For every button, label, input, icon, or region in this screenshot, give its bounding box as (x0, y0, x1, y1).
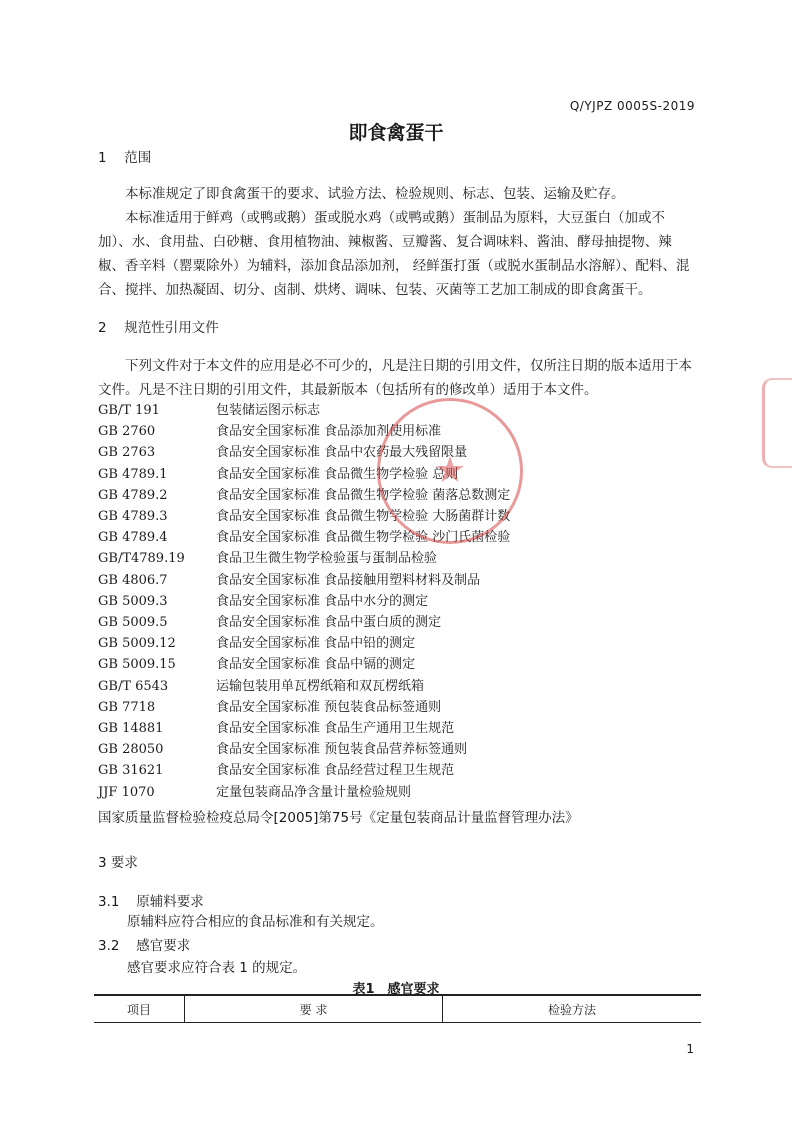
reference-code: GB 4789.4 (98, 530, 168, 546)
reference-title: 食品安全国家标准 预包装食品营养标签通则 (216, 742, 468, 758)
reference-title: 食品安全国家标准 食品中农药最大残留限量 (216, 445, 468, 461)
reference-code: GB 31621 (98, 763, 164, 779)
table-header-row (94, 995, 701, 1023)
reference-title: 食品安全国家标准 食品中镉的测定 (216, 657, 416, 673)
table-1-caption: 表1 感官要求 (352, 982, 440, 997)
reference-code: GB 7718 (98, 699, 156, 715)
subsection-number: 3.2 (98, 938, 120, 954)
reference-title: 食品安全国家标准 食品接触用塑料材料及制品 (216, 572, 481, 588)
reference-code: GB 14881 (98, 721, 164, 736)
reference-code: GB/T 191 (98, 403, 160, 418)
subsection-3-1-heading (98, 890, 204, 910)
reference-code: GB 4806.7 (98, 572, 168, 588)
reference-title: 食品安全国家标准 食品中蛋白质的测定 (216, 615, 442, 630)
section-title: 范围 (124, 150, 152, 166)
reference-title: 食品安全国家标准 食品微生物学检验 总则 (216, 466, 459, 482)
page-number: 1 (686, 1042, 694, 1056)
reference-code: JJF 1070 (98, 784, 155, 800)
reference-code: GB 4789.1 (98, 466, 168, 482)
reference-code: GB 5009.15 (98, 657, 176, 673)
reference-code: GB 5009.12 (98, 636, 176, 652)
document-title: 即食禽蛋干 (348, 122, 444, 144)
reference-title: 定量包装商品净含量计量检验规则 (216, 784, 412, 800)
reference-title: 食品安全国家标准 食品微生物学检验 菌落总数测定 (216, 487, 511, 503)
scope-paragraph-2: 本标准适用于鲜鸡（或鸭或鹅）蛋或脱水鸡（或鸭或鹅）蛋制品为原料，大豆蛋白（加或不加）、水、食用盐、白砂糖、食用植物油、辣椒酱、豆瓣酱、复合调味料、酱油、酵母抽提物、辣椒、香辛料（罂粟除外）为辅料，添加食品添加剂， 经鲜蛋打蛋（或脱水蛋制品水溶解）、配料、混合、搅拌、加热凝固、切分、卤制、烘烤、调味、包装、灭菌等工艺加工制成的即食禽蛋干。 (98, 210, 690, 298)
section-number: 2 (98, 320, 107, 336)
decree-line: 国家质量监督检验检疫总局令[2005]第75号《定量包装商品计量监督管理办法》 (98, 810, 579, 826)
reference-code: GB/T 6543 (98, 678, 169, 694)
reference-title: 食品安全国家标准 食品经营过程卫生规范 (216, 763, 455, 779)
reference-title: 食品安全国家标准 食品添加剂使用标准 (216, 424, 442, 440)
scope-paragraph-1: 本标准规定了即食禽蛋干的要求、试验方法、检验规则、标志、包装、运输及贮存。 (125, 186, 625, 202)
standard-number: Q/YJPZ 0005S-2019 (569, 99, 695, 113)
reference-title: 食品安全国家标准 食品中铅的测定 (216, 636, 416, 652)
reference-code: GB 5009.3 (98, 593, 168, 609)
reference-code: GB 4789.2 (98, 487, 168, 503)
header-test-method: 检验方法 (443, 995, 702, 1023)
section-2-heading (98, 316, 219, 336)
subsection-title: 感官要求 (136, 938, 191, 954)
reference-title: 食品安全国家标准 食品中水分的测定 (216, 593, 429, 609)
section-3-heading: 3 要求 (98, 855, 138, 871)
reference-title: 食品卫生微生物学检验蛋与蛋制品检验 (216, 551, 438, 567)
subsection-3-2-text: 感官要求应符合表 1 的规定。 (127, 960, 307, 976)
section-number: 1 (98, 150, 107, 166)
reference-title: 运输包装用单瓦楞纸箱和双瓦楞纸箱 (216, 678, 425, 694)
reference-code: GB 4789.3 (98, 509, 168, 524)
reference-code: GB 2760 (98, 424, 156, 440)
subsection-number: 3.1 (98, 894, 120, 910)
reference-title: 食品安全国家标准 食品微生物学检验 沙门氏菌检验 (216, 530, 511, 546)
subsection-title: 原辅料要求 (136, 894, 204, 910)
reference-code: GB 5009.5 (98, 615, 168, 630)
section-1-heading (98, 146, 151, 166)
references-intro: 下列文件对于本文件的应用是必不可少的，凡是注日期的引用文件，仅所注日期的版本适用于本文件。凡是不注日期的引用文件，其最新版本（包括所有的修改单）适用于本文件。 (98, 358, 692, 398)
sensory-requirements-table (94, 994, 701, 1023)
section-title: 规范性引用文件 (124, 320, 219, 336)
reference-title: 食品安全国家标准 预包装食品标签通则 (216, 699, 442, 715)
subsection-3-1-text: 原辅料应符合相应的食品标准和有关规定。 (127, 914, 384, 930)
header-item: 项目 (94, 995, 185, 1023)
reference-code: GB 28050 (98, 742, 164, 758)
subsection-3-2-heading (98, 934, 190, 954)
reference-code: GB/T4789.19 (98, 551, 185, 567)
star-icon: ★ (433, 450, 467, 491)
reference-code: GB 2763 (98, 445, 156, 461)
reference-title: 包装储运图示标志 (216, 403, 321, 418)
edge-seal-fragment (762, 378, 792, 468)
header-requirement: 要 求 (185, 995, 443, 1023)
reference-title: 食品安全国家标准 食品生产通用卫生规范 (216, 721, 455, 736)
reference-title: 食品安全国家标准 食品微生物学检验 大肠菌群计数 (216, 509, 511, 524)
